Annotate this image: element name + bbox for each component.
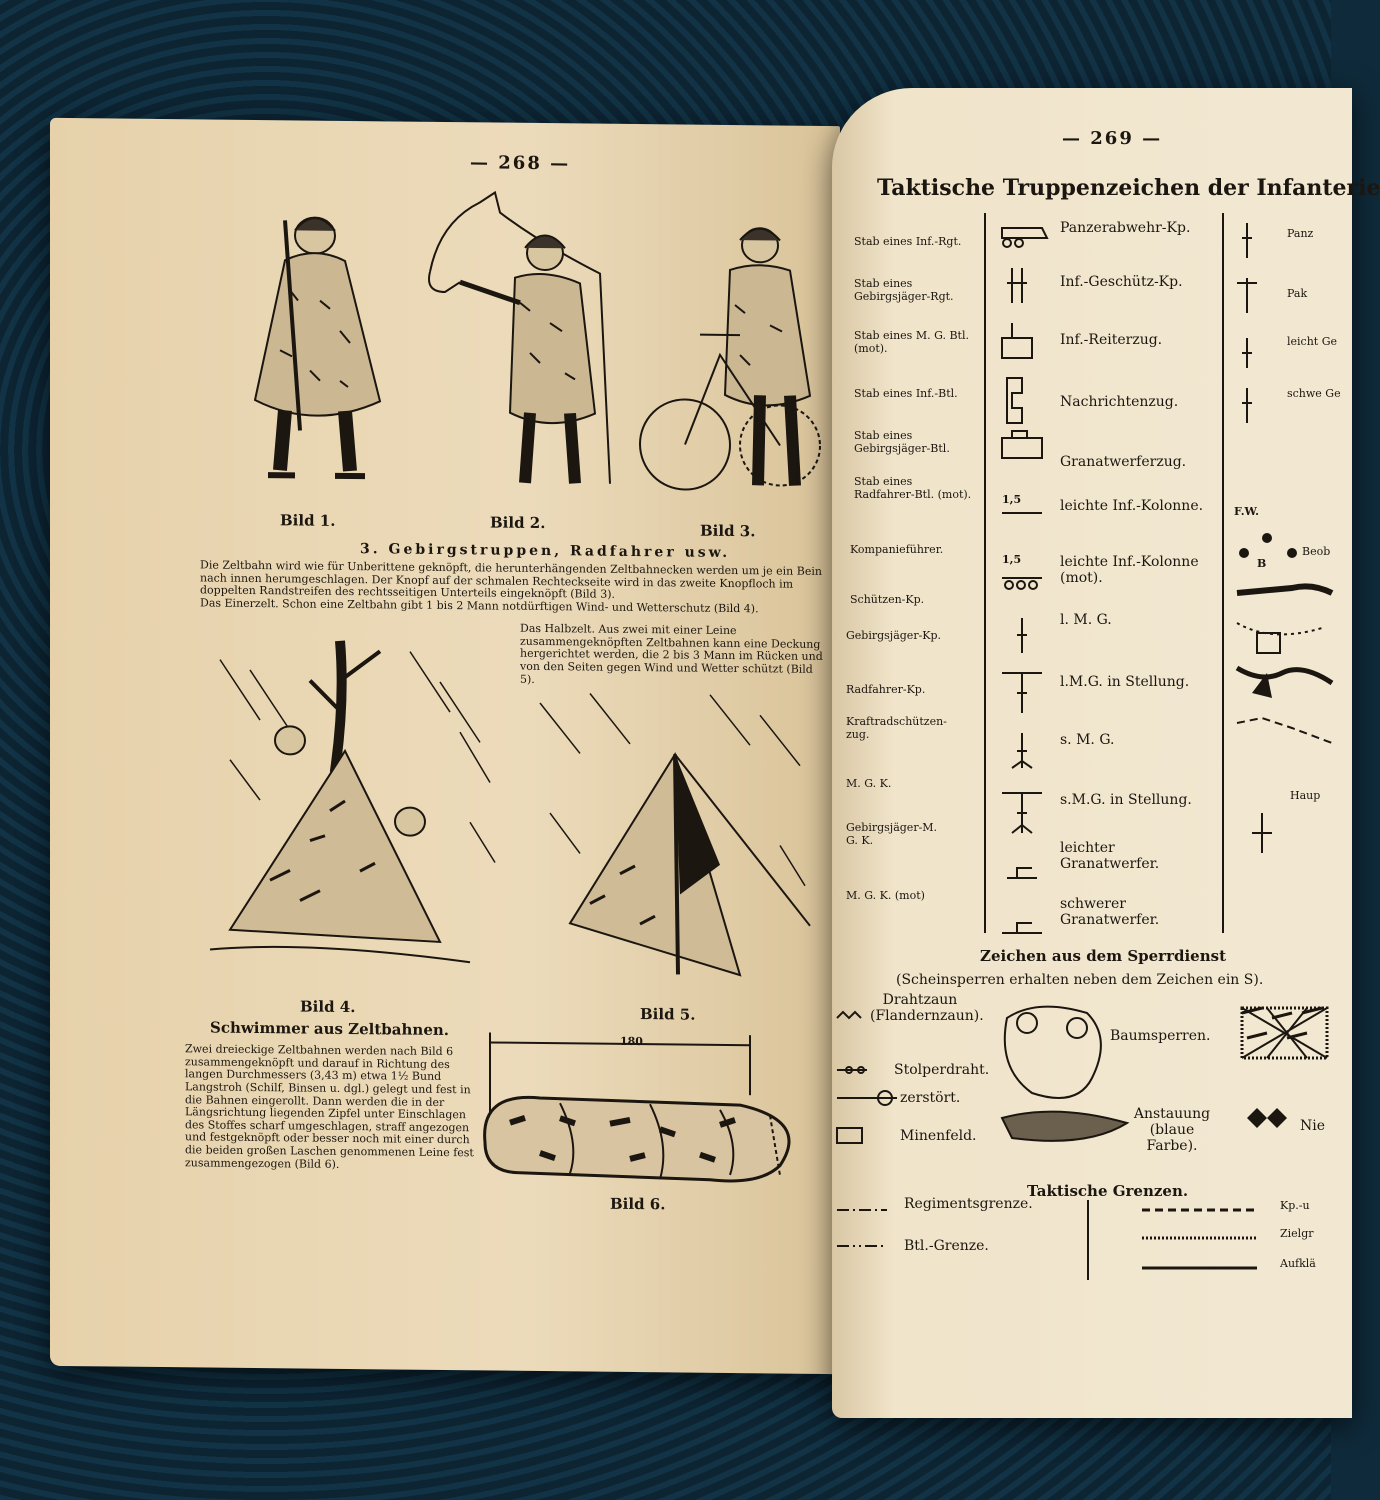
single-tent-illustration (210, 640, 510, 983)
section-heading: Taktische Grenzen. (1027, 1182, 1189, 1200)
unit-label: Panz (1287, 227, 1314, 240)
paragraph: Das Halbzelt. Aus zwei mit einer Leine zusammengeknöpften Zeltbahnen kann eine Deckung hergerichtet werden, die 2 bis 3 Mann im Rücken und von den Seiten gegen Wind und Wetter schützt (Bild 5). (520, 621, 823, 686)
legend-label: Nie (1300, 1118, 1326, 1134)
zeltbahn-float-illustration (480, 1022, 820, 1206)
figure-caption: Bild 2. (490, 513, 546, 533)
figure-caption: Bild 4. (300, 997, 356, 1017)
unit-label: Gebirgsjäger-M. G. K. (846, 821, 938, 847)
legend-label: Btl.-Grenze. (904, 1238, 989, 1254)
unit-label: Stab eines Gebirgsjäger-Rgt. (854, 277, 954, 303)
dimension-label: 180 (620, 1034, 643, 1049)
unit-label: B (1257, 557, 1267, 570)
unit-label: leichte Inf.-Kolonne (mot). (1060, 554, 1199, 587)
unit-label: Pak (1287, 287, 1308, 300)
unit-label: Stab eines M. G. Btl. (mot). (854, 329, 969, 355)
unit-label: F.W. (1234, 505, 1260, 518)
unit-label: Radfahrer-Kp. (846, 683, 926, 696)
figure-caption: Bild 5. (640, 1005, 696, 1024)
unit-label: Inf.-Geschütz-Kp. (1060, 274, 1183, 290)
legend-label: Baumsperren. (1110, 1028, 1211, 1044)
legend-label: Drahtzaun (Flandernzaun). (870, 992, 984, 1025)
unit-label: Haup (1290, 789, 1321, 802)
unit-label: Granatwerferzug. (1060, 454, 1187, 470)
unit-label: schwerer Granatwerfer. (1060, 896, 1160, 929)
unit-label: Schützen-Kp. (850, 593, 925, 606)
unit-label: Panzerabwehr-Kp. (1060, 220, 1191, 236)
soldier-with-bicycle-illustration (640, 214, 820, 516)
paragraph: Das Einerzelt. Schon eine Zeltbahn gibt 1 bis 2 Mann notdürftigen Wind- und Wetterschutz (Bild 4). (200, 596, 759, 616)
unit-label: Stab eines Radfahrer-Btl. (mot). (854, 475, 972, 501)
page-title: Taktische Truppenzeichen der Infanterie (877, 175, 1380, 201)
page-number: — 269 — (1062, 128, 1163, 149)
unit-label: Beob (1302, 545, 1331, 558)
unit-label: s.M.G. in Stellung. (1060, 792, 1192, 808)
unit-label: schwe Ge (1287, 387, 1341, 400)
unit-label: M. G. K. (mot) (846, 889, 925, 902)
legend-label: Minenfeld. (900, 1128, 977, 1144)
legend-label: Stolperdraht. (894, 1062, 990, 1078)
figure-caption: Bild 6. (610, 1194, 666, 1214)
unit-label: Kraftradschützen-zug. (846, 715, 947, 741)
unit-label: Stab eines Gebirgsjäger-Btl. (854, 429, 950, 455)
right-page (832, 88, 1380, 1418)
section-subtitle: (Scheinsperren erhalten neben dem Zeichen ein S). (896, 972, 1264, 988)
unit-label: Gebirgsjäger-Kp. (846, 629, 942, 642)
unit-label: s. M. G. (1060, 732, 1115, 748)
column-divider (1087, 1200, 1089, 1280)
figure-caption: Bild 3. (700, 521, 756, 541)
unit-label: Kompanieführer. (850, 543, 944, 556)
soldier-with-horse-illustration (420, 182, 620, 504)
legend-label: Zielgr (1280, 1227, 1314, 1240)
section-heading: Schwimmer aus Zeltbahnen. (210, 1018, 449, 1040)
figure-caption: Bild 1. (280, 511, 336, 530)
unit-label: M. G. K. (846, 777, 892, 790)
legend-label: zerstört. (900, 1090, 961, 1106)
soldier-poncho-illustration (240, 200, 400, 502)
page-number: — 268 — (470, 152, 571, 175)
unit-label: l. M. G. (1060, 612, 1112, 628)
unit-label: Stab eines Inf.-Btl. (854, 387, 958, 400)
paragraph: Zwei dreieckige Zeltbahnen werden nach Bild 6 zusammengeknöpft und darauf in Richtung des langen Durchmessers (3,43 m) etwa 1½ Bund Langstroh (Schilf, Binsen u. dgl.) gelegt und fest in die Bahnen eingerollt. Dann werden die in der Längsrichtung liegenden Zipfel unter Einschlagen des Stoffes scharf umgeschlagen, straff angezogen und festgeknöpft oder besser noch mit einer durch die beiden großen Laschen genommenen Leine fest zusammengezogen (Bild 6). (185, 1042, 474, 1171)
unit-label: l.M.G. in Stellung. (1060, 674, 1190, 690)
symbol-column3-icons (1232, 213, 1342, 933)
unit-label: leicht Ge (1287, 335, 1338, 348)
left-page (50, 118, 840, 1374)
legend-label: Regimentsgrenze. (904, 1196, 1033, 1212)
symbol-column-icons (997, 213, 1057, 933)
legend-label: Aufklä (1280, 1257, 1316, 1270)
section-heading: Zeichen aus dem Sperrdienst (980, 947, 1226, 965)
unit-label: Stab eines Inf.-Rgt. (854, 235, 962, 248)
unit-label: Inf.-Reiterzug. (1060, 332, 1163, 348)
legend-label: Anstauung (blaue Farbe). (1133, 1106, 1211, 1155)
unit-label: Nachrichtenzug. (1060, 394, 1179, 410)
column-divider (1222, 213, 1224, 933)
column-divider (984, 213, 986, 933)
legend-label: Kp.-u (1280, 1199, 1310, 1212)
unit-label: leichter Granatwerfer. (1060, 840, 1160, 873)
unit-label: leichte Inf.-Kolonne. (1060, 498, 1204, 514)
sperr-symbols (837, 998, 1337, 1168)
section-heading: 3. Gebirgstruppen, Radfahrer usw. (360, 541, 731, 561)
symbol-number: 1,5 (1002, 553, 1022, 566)
symbol-number: 1,5 (1002, 493, 1022, 506)
half-tent-illustration (530, 693, 830, 996)
paragraph: Die Zeltbahn wird wie für Unberittene geknöpft, die herunterhängenden Zeltbahnecken werden um je ein Bein nach innen herumgeschlagen. Der Knopf auf der schmalen Rechteckseite wird in das zweite Knopfloch im doppelten Randstreifen des rechtsseitigen Unterteils eingeknöpft (Bild 3). (200, 558, 822, 602)
